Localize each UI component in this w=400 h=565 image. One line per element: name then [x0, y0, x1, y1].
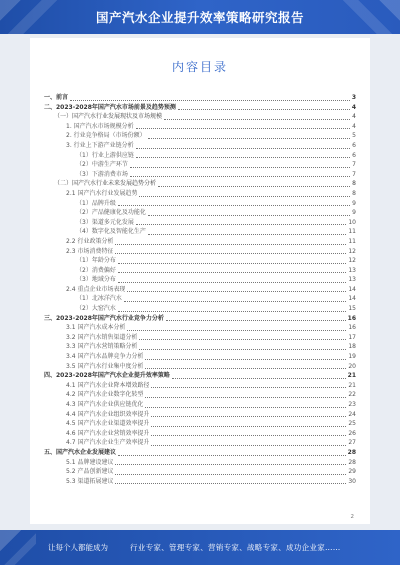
- toc-entry[interactable]: [44, 438, 356, 448]
- toc-entry-page: 10: [348, 218, 356, 226]
- toc-leader-dots: [145, 397, 346, 398]
- toc-entry[interactable]: [44, 247, 356, 257]
- toc-leader-dots: [130, 167, 350, 168]
- toc-entry-text: 4.4 国产汽水企业组织效率提升: [66, 410, 150, 418]
- toc-entry-text: 3.2 国产汽水销售渠道分析: [66, 333, 138, 341]
- toc-entry-page: 3: [351, 94, 356, 101]
- toc-entry-text: （1）行业上游供应链: [76, 151, 134, 159]
- toc-entry-text: 4.7 国产汽水企业生产效率提升: [66, 439, 150, 447]
- toc-entry-page: 21: [348, 381, 356, 389]
- toc-leader-dots: [115, 464, 346, 465]
- toc-entry[interactable]: [44, 448, 356, 458]
- toc-entry-text: 五、国产汽水企业发展建议: [44, 448, 117, 456]
- toc-entry-page: 9: [352, 199, 356, 207]
- toc-entry-text: 3.5 国产汽水行业集中度分析: [66, 362, 144, 370]
- toc-entry[interactable]: [44, 131, 356, 141]
- toc-entry[interactable]: [44, 266, 356, 276]
- toc-leader-dots: [115, 483, 346, 484]
- toc-leader-dots: [172, 378, 346, 379]
- toc-entry-text: （1）年龄分布: [76, 257, 116, 265]
- document-page: [30, 38, 370, 524]
- toc-entry[interactable]: [44, 208, 356, 218]
- toc-entry-page: 6: [352, 151, 356, 159]
- toc-entry-page: 13: [348, 276, 356, 284]
- toc-entry-text: 1. 国产汽水市场规模分析: [66, 122, 134, 130]
- toc-entry-text: 2.4 重点企业市场表现: [66, 285, 126, 293]
- toc-leader-dots: [115, 244, 346, 245]
- toc-entry-text: 2. 行业竞争格局（市场份额）: [66, 132, 146, 140]
- toc-entry[interactable]: [44, 122, 356, 132]
- toc-entry-text: 4.1 国产汽水企业降本增效路径: [66, 381, 150, 389]
- toc-entry-text: 2.2 行业政策分析: [66, 237, 114, 245]
- toc-entry-page: 14: [348, 295, 356, 303]
- toc-entry-text: （二）国产汽水行业未来发展趋势分析: [54, 180, 157, 188]
- toc-entry-page: 8: [352, 180, 356, 188]
- toc-entry-text: （3）下游消费市场: [76, 170, 128, 178]
- toc-entry-page: 5: [352, 132, 356, 140]
- toc-leader-dots: [151, 387, 346, 388]
- toc-entry-text: （2）大窑汽水: [76, 305, 116, 313]
- toc-entry-text: （3）渠道多元化发展: [76, 218, 134, 226]
- footer-decoration: [0, 530, 36, 565]
- toc-list: [44, 93, 356, 486]
- toc-entry-page: 23: [348, 401, 356, 408]
- toc-entry-text: 3.4 国产汽水品牌竞争力分析: [66, 353, 144, 361]
- header-decoration-left: [0, 0, 70, 34]
- toc-entry-page: 17: [348, 333, 356, 341]
- toc-leader-dots: [164, 119, 350, 120]
- toc-entry[interactable]: [44, 362, 356, 372]
- toc-entry-text: （一）国产汽水行业发展现状及市场规模: [54, 113, 163, 121]
- toc-entry-page: 28: [348, 458, 356, 466]
- toc-leader-dots: [124, 301, 347, 302]
- toc-leader-dots: [145, 359, 346, 360]
- footer-slogan: 让每个人都能成为: [48, 543, 108, 552]
- toc-entry[interactable]: [44, 189, 356, 199]
- toc-entry-page: 20: [348, 362, 356, 370]
- report-footer: [0, 530, 400, 565]
- toc-entry-text: 5.3 渠道拓展建议: [66, 477, 114, 485]
- toc-entry-text: （1）品牌升级: [76, 199, 116, 207]
- toc-entry-text: 4.5 国产汽水企业渠道效率提升: [66, 420, 150, 428]
- toc-entry-page: 24: [348, 410, 356, 418]
- toc-entry[interactable]: [44, 467, 356, 477]
- toc-entry[interactable]: [44, 237, 356, 247]
- toc-entry[interactable]: [44, 429, 356, 439]
- toc-entry-page: 7: [352, 170, 356, 178]
- toc-entry-text: 4.3 国产汽水企业供应链优化: [66, 401, 144, 408]
- toc-entry-page: 25: [348, 420, 356, 428]
- toc-leader-dots: [136, 148, 351, 149]
- toc-entry-page: 12: [348, 257, 356, 265]
- toc-entry-page: 19: [348, 353, 356, 361]
- toc-entry-page: 7: [352, 161, 356, 169]
- toc-entry[interactable]: [44, 218, 356, 228]
- toc-leader-dots: [139, 339, 346, 340]
- toc-entry[interactable]: [44, 477, 356, 487]
- toc-entry-page: 4: [352, 113, 356, 121]
- toc-entry-page: 9: [352, 209, 356, 217]
- toc-entry-text: 3.3 国产汽水营销策略分析: [66, 343, 138, 351]
- toc-leader-dots: [130, 176, 350, 177]
- toc-leader-dots: [145, 407, 346, 408]
- toc-leader-dots: [148, 215, 350, 216]
- toc-leader-dots: [151, 435, 346, 436]
- toc-leader-dots: [118, 455, 346, 456]
- toc-entry[interactable]: [44, 342, 356, 352]
- toc-entry-text: 四、2023-2028年国产汽水企业提升效率策略: [44, 372, 170, 380]
- toc-entry[interactable]: [44, 285, 356, 295]
- toc-entry-text: （2）产品健康化及功能化: [76, 209, 146, 217]
- toc-entry-page: 16: [347, 314, 356, 322]
- toc-entry-page: 8: [352, 189, 356, 197]
- toc-leader-dots: [158, 186, 350, 187]
- toc-entry[interactable]: [44, 352, 356, 362]
- toc-entry-page: 30: [348, 477, 356, 485]
- toc-entry-text: 3. 行业上下游产业链分析: [66, 141, 134, 149]
- toc-leader-dots: [148, 138, 351, 139]
- toc-entry[interactable]: [44, 275, 356, 285]
- toc-entry-page: 26: [348, 429, 356, 437]
- toc-entry[interactable]: [44, 160, 356, 170]
- toc-entry-text: 一、前言: [44, 94, 69, 101]
- toc-leader-dots: [151, 445, 346, 446]
- toc-entry[interactable]: [44, 103, 356, 113]
- toc-entry-text: 3.1 国产汽水成本分析: [66, 324, 126, 332]
- toc-leader-dots: [166, 320, 346, 321]
- toc-entry[interactable]: [44, 141, 356, 151]
- toc-leader-dots: [178, 109, 350, 110]
- toc-entry[interactable]: [44, 400, 356, 410]
- page-number: 2: [350, 514, 354, 520]
- toc-entry-page: 18: [348, 343, 356, 351]
- toc-entry[interactable]: [44, 323, 356, 333]
- toc-leader-dots: [118, 272, 347, 273]
- toc-entry-page: 27: [348, 439, 356, 447]
- toc-entry[interactable]: [44, 304, 356, 314]
- toc-leader-dots: [139, 349, 346, 350]
- toc-entry-page: 16: [348, 324, 356, 332]
- toc-entry-page: 29: [348, 468, 356, 476]
- toc-entry[interactable]: [44, 199, 356, 209]
- toc-entry[interactable]: [44, 112, 356, 122]
- toc-entry-text: 二、2023-2028年国产汽水市场前景及趋势预测: [44, 103, 176, 111]
- toc-entry-page: 11: [348, 228, 356, 236]
- toc-entry[interactable]: [44, 170, 356, 180]
- toc-entry[interactable]: [44, 410, 356, 420]
- toc-entry-page: 12: [348, 247, 356, 255]
- toc-entry[interactable]: [44, 371, 356, 381]
- toc-entry-text: （2）中游生产环节: [76, 161, 128, 169]
- toc-entry-text: 4.2 国产汽水企业数字化转型: [66, 391, 144, 399]
- toc-leader-dots: [145, 368, 346, 369]
- toc-leader-dots: [151, 416, 346, 417]
- toc-entry[interactable]: [44, 93, 356, 103]
- toc-entry-text: 5.2 产品创新建议: [66, 468, 114, 476]
- toc-entry-text: （4）数字化及智能化生产: [76, 228, 146, 236]
- toc-entry[interactable]: [44, 314, 356, 324]
- toc-entry-page: 14: [348, 285, 356, 293]
- toc-title: 内容目录: [171, 60, 228, 74]
- toc-entry-page: 6: [352, 141, 356, 149]
- toc-leader-dots: [118, 205, 350, 206]
- footer-roles: 行业专家、管理专家、营销专家、战略专家、成功企业家……: [130, 543, 341, 552]
- report-header: [0, 0, 400, 34]
- toc-leader-dots: [115, 474, 346, 475]
- toc-leader-dots: [115, 253, 346, 254]
- toc-entry-page: 11: [348, 237, 356, 245]
- toc-entry-page: 28: [347, 448, 356, 456]
- toc-entry-page: 21: [347, 372, 356, 380]
- toc-entry-page: 13: [348, 266, 356, 274]
- report-title: 国产汽水企业提升效率策略研究报告: [95, 10, 304, 25]
- toc-entry[interactable]: [44, 151, 356, 161]
- toc-entry-text: （1）北冰洋汽水: [76, 295, 122, 303]
- toc-leader-dots: [127, 330, 346, 331]
- toc-leader-dots: [148, 234, 347, 235]
- toc-leader-dots: [139, 196, 350, 197]
- toc-entry-page: 15: [348, 305, 356, 313]
- header-decoration-right: [330, 0, 400, 34]
- toc-entry[interactable]: [44, 227, 356, 237]
- toc-entry-page: 4: [352, 122, 356, 130]
- toc-entry-page: 22: [348, 391, 356, 399]
- toc-entry-text: （3）地域分布: [76, 276, 116, 284]
- toc-leader-dots: [136, 224, 347, 225]
- toc-entry[interactable]: [44, 390, 356, 400]
- toc-leader-dots: [127, 291, 346, 292]
- toc-entry-text: 三、2023-2028年国产汽水行业竞争力分析: [44, 314, 164, 322]
- toc-leader-dots: [136, 157, 350, 158]
- toc-entry[interactable]: [44, 419, 356, 429]
- toc-entry[interactable]: [44, 179, 356, 189]
- toc-entry[interactable]: [44, 294, 356, 304]
- toc-leader-dots: [118, 263, 347, 264]
- toc-leader-dots: [151, 426, 346, 427]
- toc-entry-text: 5.1 品牌建设建议: [66, 458, 114, 466]
- toc-leader-dots: [70, 100, 350, 101]
- toc-entry[interactable]: [44, 333, 356, 343]
- toc-leader-dots: [118, 311, 347, 312]
- toc-entry-page: 4: [351, 103, 356, 111]
- toc-leader-dots: [118, 282, 347, 283]
- toc-entry[interactable]: [44, 256, 356, 266]
- toc-leader-dots: [136, 128, 351, 129]
- toc-entry-text: 4.6 国产汽水企业营销效率提升: [66, 429, 150, 437]
- toc-entry-text: 2.3 市场消费特征: [66, 247, 114, 255]
- toc-entry-text: （2）消费偏好: [76, 266, 116, 274]
- toc-entry[interactable]: [44, 458, 356, 468]
- toc-entry-text: 2.1 国产汽水行业发展趋势: [66, 189, 138, 197]
- toc-entry[interactable]: [44, 381, 356, 391]
